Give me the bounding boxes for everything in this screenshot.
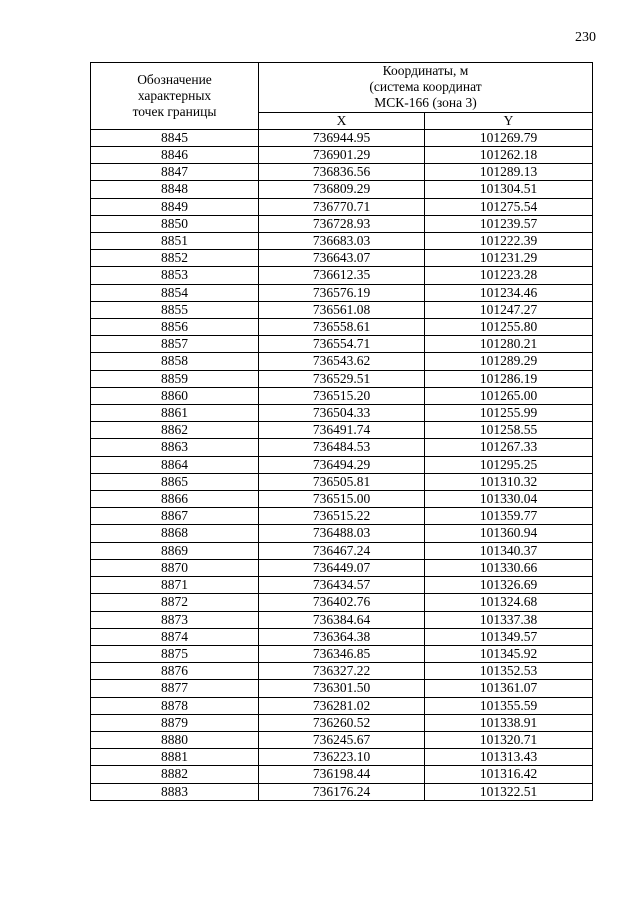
table-row [91, 525, 593, 542]
x-coordinate-cell: 736576.19 [259, 284, 425, 301]
point-id-cell: 8852 [91, 250, 259, 267]
table-row [91, 233, 593, 250]
y-coordinate-cell: 101304.51 [425, 181, 593, 198]
y-coordinate-cell: 101286.19 [425, 370, 593, 387]
x-coordinate-cell: 736491.74 [259, 422, 425, 439]
point-id-cell: 8846 [91, 147, 259, 164]
x-coordinate-cell: 736643.07 [259, 250, 425, 267]
x-coordinate-cell: 736260.52 [259, 714, 425, 731]
x-coordinate-cell: 736809.29 [259, 181, 425, 198]
y-coordinate-cell: 101275.54 [425, 198, 593, 215]
y-coordinate-cell: 101361.07 [425, 680, 593, 697]
x-coordinate-cell: 736683.03 [259, 233, 425, 250]
header-designation-line-1: Обозначение [137, 71, 212, 87]
point-id-cell: 8855 [91, 301, 259, 318]
point-id-cell: 8876 [91, 663, 259, 680]
table-row [91, 473, 593, 490]
x-coordinate-cell: 736529.51 [259, 370, 425, 387]
point-id-cell: 8867 [91, 508, 259, 525]
point-id-cell: 8869 [91, 542, 259, 559]
table-row [91, 491, 593, 508]
x-coordinate-cell: 736612.35 [259, 267, 425, 284]
point-id-cell: 8848 [91, 181, 259, 198]
y-coordinate-cell: 101223.28 [425, 267, 593, 284]
x-coordinate-cell: 736728.93 [259, 215, 425, 232]
y-coordinate-cell: 101234.46 [425, 284, 593, 301]
table-row [91, 697, 593, 714]
y-coordinate-cell: 101280.21 [425, 336, 593, 353]
table-row [91, 542, 593, 559]
point-id-cell: 8878 [91, 697, 259, 714]
point-id-cell: 8872 [91, 594, 259, 611]
x-coordinate-cell: 736543.62 [259, 353, 425, 370]
header-coordinates-line-1: Координаты, м [382, 63, 469, 78]
table-row [91, 594, 593, 611]
table-row [91, 301, 593, 318]
x-coordinate-cell: 736198.44 [259, 766, 425, 783]
point-id-cell: 8874 [91, 628, 259, 645]
table-row [91, 577, 593, 594]
table-row [91, 680, 593, 697]
x-coordinate-cell: 736515.00 [259, 491, 425, 508]
y-coordinate-cell: 101247.27 [425, 301, 593, 318]
point-id-cell: 8847 [91, 164, 259, 181]
table-row [91, 147, 593, 164]
point-id-cell: 8850 [91, 215, 259, 232]
point-id-cell: 8856 [91, 319, 259, 336]
point-id-cell: 8858 [91, 353, 259, 370]
x-coordinate-cell: 736901.29 [259, 147, 425, 164]
table-row [91, 508, 593, 525]
y-coordinate-cell: 101262.18 [425, 147, 593, 164]
y-coordinate-cell: 101255.99 [425, 405, 593, 422]
point-id-cell: 8882 [91, 766, 259, 783]
point-id-cell: 8868 [91, 525, 259, 542]
x-coordinate-cell: 736515.20 [259, 387, 425, 404]
point-id-cell: 8845 [91, 129, 259, 146]
table-row [91, 181, 593, 198]
x-coordinate-cell: 736346.85 [259, 645, 425, 662]
point-id-cell: 8875 [91, 645, 259, 662]
header-coordinates [259, 63, 593, 113]
table-row [91, 284, 593, 301]
y-coordinate-cell: 101289.13 [425, 164, 593, 181]
x-coordinate-cell: 736364.38 [259, 628, 425, 645]
table-row [91, 215, 593, 232]
point-id-cell: 8854 [91, 284, 259, 301]
table-row [91, 783, 593, 800]
y-coordinate-cell: 101320.71 [425, 731, 593, 748]
table-row [91, 250, 593, 267]
table-row [91, 422, 593, 439]
table-row [91, 129, 593, 146]
point-id-cell: 8873 [91, 611, 259, 628]
x-coordinate-cell: 736223.10 [259, 749, 425, 766]
table-row [91, 645, 593, 662]
point-id-cell: 8877 [91, 680, 259, 697]
table-row [91, 766, 593, 783]
point-id-cell: 8870 [91, 559, 259, 576]
point-id-cell: 8853 [91, 267, 259, 284]
point-id-cell: 8863 [91, 439, 259, 456]
x-coordinate-cell: 736505.81 [259, 473, 425, 490]
header-coordinates-line-2: (система координат [369, 79, 482, 95]
point-id-cell: 8860 [91, 387, 259, 404]
point-id-cell: 8865 [91, 473, 259, 490]
table-row [91, 198, 593, 215]
header-coordinates-line-3: МСК-166 (зона 3) [374, 95, 477, 111]
x-coordinate-cell: 736245.67 [259, 731, 425, 748]
point-id-cell: 8880 [91, 731, 259, 748]
y-coordinate-cell: 101360.94 [425, 525, 593, 542]
x-coordinate-cell: 736558.61 [259, 319, 425, 336]
y-coordinate-cell: 101355.59 [425, 697, 593, 714]
table-row [91, 387, 593, 404]
table-row [91, 439, 593, 456]
y-coordinate-cell: 101322.51 [425, 783, 593, 800]
y-coordinate-cell: 101239.57 [425, 215, 593, 232]
y-coordinate-cell: 101267.33 [425, 439, 593, 456]
y-coordinate-cell: 101330.04 [425, 491, 593, 508]
x-coordinate-cell: 736467.24 [259, 542, 425, 559]
x-coordinate-cell: 736561.08 [259, 301, 425, 318]
point-id-cell: 8864 [91, 456, 259, 473]
y-coordinate-cell: 101337.38 [425, 611, 593, 628]
page-number: 230 [575, 30, 596, 45]
x-coordinate-cell: 736434.57 [259, 577, 425, 594]
point-id-cell: 8871 [91, 577, 259, 594]
table-body [91, 129, 593, 800]
y-coordinate-cell: 101340.37 [425, 542, 593, 559]
header-x: X [259, 112, 425, 129]
y-coordinate-cell: 101349.57 [425, 628, 593, 645]
y-coordinate-cell: 101313.43 [425, 749, 593, 766]
point-id-cell: 8879 [91, 714, 259, 731]
table-row [91, 559, 593, 576]
y-coordinate-cell: 101222.39 [425, 233, 593, 250]
x-coordinate-cell: 736770.71 [259, 198, 425, 215]
table-row [91, 353, 593, 370]
y-coordinate-cell: 101265.00 [425, 387, 593, 404]
y-coordinate-cell: 101289.29 [425, 353, 593, 370]
x-coordinate-cell: 736504.33 [259, 405, 425, 422]
header-y: Y [425, 112, 593, 129]
x-coordinate-cell: 736836.56 [259, 164, 425, 181]
point-id-cell: 8859 [91, 370, 259, 387]
table-row [91, 714, 593, 731]
x-coordinate-cell: 736301.50 [259, 680, 425, 697]
header-designation-line-3: точек границы [132, 104, 217, 119]
table-row [91, 370, 593, 387]
y-coordinate-cell: 101326.69 [425, 577, 593, 594]
table-row [91, 628, 593, 645]
x-coordinate-cell: 736944.95 [259, 129, 425, 146]
point-id-cell: 8861 [91, 405, 259, 422]
table-row [91, 749, 593, 766]
y-coordinate-cell: 101324.68 [425, 594, 593, 611]
y-coordinate-cell: 101338.91 [425, 714, 593, 731]
y-coordinate-cell: 101330.66 [425, 559, 593, 576]
x-coordinate-cell: 736449.07 [259, 559, 425, 576]
coordinates-table [90, 62, 593, 801]
y-coordinate-cell: 101352.53 [425, 663, 593, 680]
point-id-cell: 8866 [91, 491, 259, 508]
table-row [91, 336, 593, 353]
y-coordinate-cell: 101269.79 [425, 129, 593, 146]
y-coordinate-cell: 101316.42 [425, 766, 593, 783]
table-row [91, 319, 593, 336]
point-id-cell: 8883 [91, 783, 259, 800]
table-row [91, 267, 593, 284]
table-row [91, 405, 593, 422]
y-coordinate-cell: 101345.92 [425, 645, 593, 662]
x-coordinate-cell: 736176.24 [259, 783, 425, 800]
y-coordinate-cell: 101295.25 [425, 456, 593, 473]
point-id-cell: 8881 [91, 749, 259, 766]
y-coordinate-cell: 101258.55 [425, 422, 593, 439]
table-row [91, 164, 593, 181]
y-coordinate-cell: 101359.77 [425, 508, 593, 525]
y-coordinate-cell: 101310.32 [425, 473, 593, 490]
x-coordinate-cell: 736488.03 [259, 525, 425, 542]
x-coordinate-cell: 736494.29 [259, 456, 425, 473]
table-row [91, 456, 593, 473]
point-id-cell: 8862 [91, 422, 259, 439]
x-coordinate-cell: 736515.22 [259, 508, 425, 525]
table-row [91, 663, 593, 680]
point-id-cell: 8849 [91, 198, 259, 215]
x-coordinate-cell: 736281.02 [259, 697, 425, 714]
x-coordinate-cell: 736484.53 [259, 439, 425, 456]
x-coordinate-cell: 736327.22 [259, 663, 425, 680]
table-row [91, 731, 593, 748]
point-id-cell: 8851 [91, 233, 259, 250]
point-id-cell: 8857 [91, 336, 259, 353]
header-point-designation [91, 63, 259, 130]
header-designation-line-2: характерных [137, 87, 212, 103]
table-header [91, 63, 593, 130]
x-coordinate-cell: 736384.64 [259, 611, 425, 628]
table-row [91, 611, 593, 628]
y-coordinate-cell: 101255.80 [425, 319, 593, 336]
x-coordinate-cell: 736554.71 [259, 336, 425, 353]
x-coordinate-cell: 736402.76 [259, 594, 425, 611]
y-coordinate-cell: 101231.29 [425, 250, 593, 267]
